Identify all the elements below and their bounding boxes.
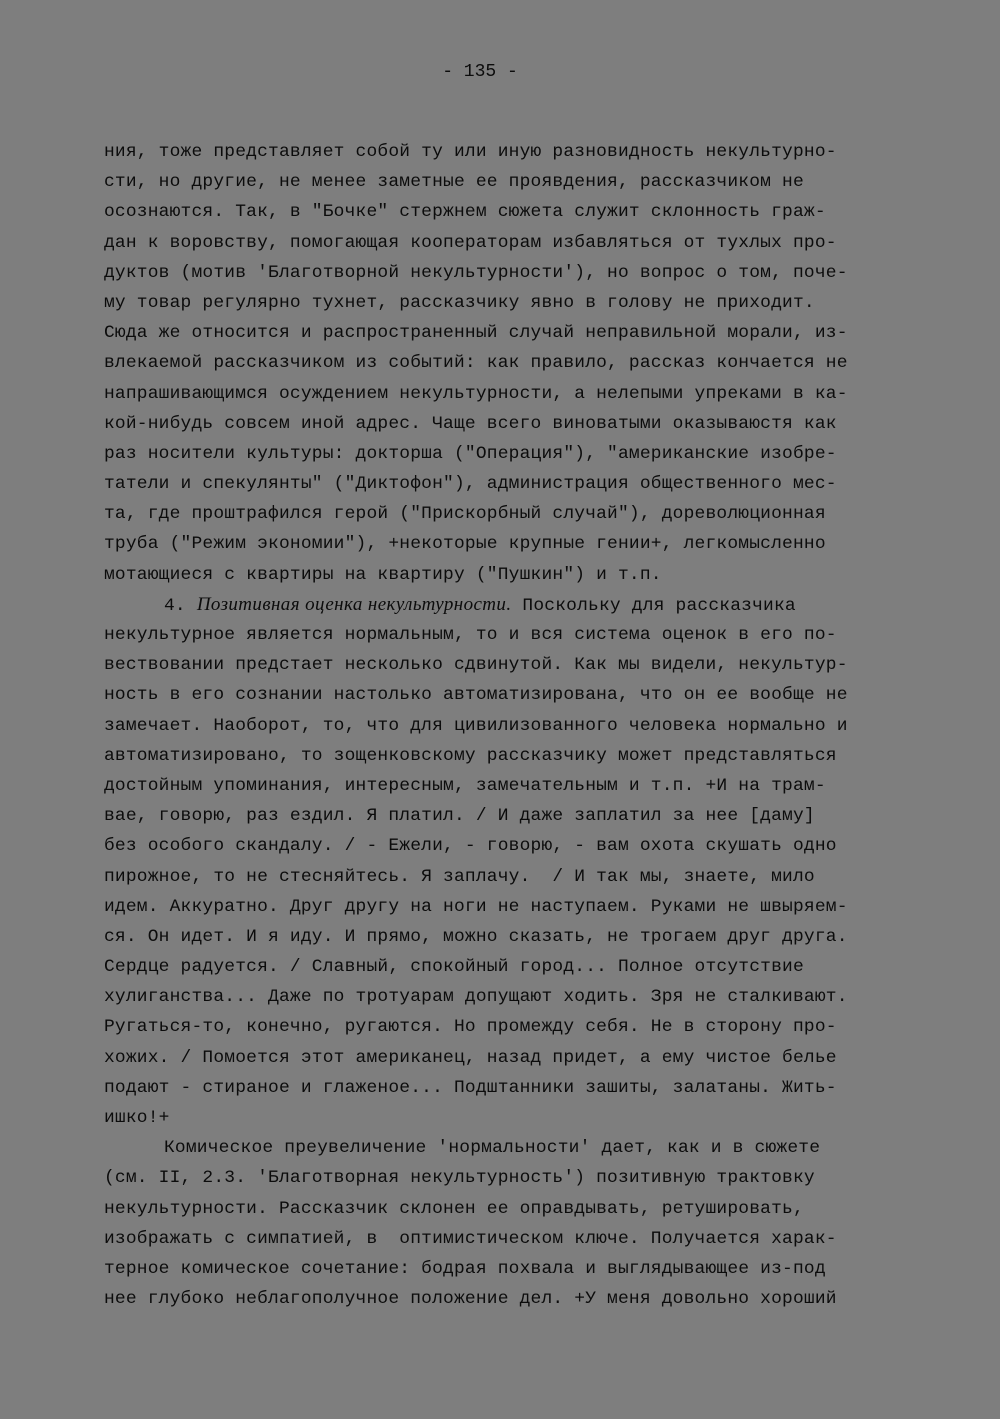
- text-line: [104, 1012, 926, 1042]
- text-line: [104, 650, 926, 680]
- text-line: [104, 469, 926, 499]
- text-line: [104, 771, 926, 801]
- text-line: [104, 1224, 926, 1254]
- line-text: без особого скандалу. / - Ежели, - говорю, - вам охота скушать одно: [104, 836, 837, 857]
- text-line: [104, 801, 926, 831]
- line-text: кой-нибудь совсем иной адрес. Чаще всего виноватыми оказываюстя как: [104, 413, 837, 434]
- text-line: [104, 1284, 926, 1314]
- text-line: [104, 620, 926, 650]
- line-text: некультурности. Рассказчик склонен ее оправдывать, ретушировать,: [104, 1198, 804, 1219]
- line-text: автоматизировано, то зощенковскому рассказчику может представляться: [104, 745, 837, 766]
- text-line: [104, 228, 926, 258]
- line-text: Ругаться-то, конечно, ругаются. Но промежду себя. Не в сторону про-: [104, 1017, 837, 1038]
- line-text: ния, тоже представляет собой ту или иную разновидность некультурно-: [104, 142, 837, 162]
- line-text: татели и спекулянты" ("Диктофон"), администрация общественного мес-: [104, 474, 837, 495]
- line-text: некультурное является нормальным, то и вся система оценок в его по-: [104, 625, 837, 645]
- line-text: ишко!+: [104, 1108, 170, 1128]
- body-text: [104, 137, 926, 1314]
- line-text: ся. Он идет. И я иду. И прямо, можно сказать, не трогаем друг друга.: [104, 926, 848, 947]
- text-line: [104, 982, 926, 1012]
- text-line: [104, 741, 926, 771]
- line-text: труба ("Режим экономии"), +некоторые крупные гении+, легкомысленно: [104, 534, 826, 555]
- line-text: сти, но другие, не менее заметные ее проявдения, рассказчиком не: [104, 172, 804, 193]
- line-text: хулиганства... Даже по тротуарам допущают ходить. Зря не сталкивают.: [104, 987, 848, 1008]
- text-line: [104, 258, 926, 288]
- text-line: [104, 560, 926, 590]
- line-text: (см. II, 2.3. 'Благотворная некультурность') позитивную трактовку: [104, 1168, 815, 1189]
- page-number: - 135 -: [442, 62, 518, 82]
- line-text: достойным упоминания, интересным, замечательным и т.п. +И на трам-: [104, 775, 826, 796]
- text-line: [104, 1133, 926, 1163]
- line-text: раз носители культуры: докторша ("Операция"), "американские изобре-: [104, 443, 837, 464]
- line-text: осознаются. Так, в "Бочке" стержнем сюжета служит склонность граж-: [104, 202, 826, 223]
- text-line: [104, 529, 926, 559]
- line-text: му товар регулярно тухнет, рассказчику явно в голову не приходит.: [104, 292, 815, 313]
- text-line: [104, 952, 926, 982]
- text-line: [104, 862, 926, 892]
- text-line: [104, 1073, 926, 1103]
- line-text: хожих. / Помоется этот американец, назад придет, а ему чистое белье: [104, 1047, 837, 1068]
- line-text: подают - стираное и глаженое... Подштанники зашиты, залатаны. Жить-: [104, 1077, 837, 1098]
- text-line: [104, 197, 926, 227]
- text-line: [104, 379, 926, 409]
- text-line: [104, 499, 926, 529]
- text-line: [104, 892, 926, 922]
- line-text: мотающиеся с квартиры на квартиру ("Пушкин") и т.п.: [104, 564, 662, 585]
- text-line: [104, 137, 926, 167]
- text-line: [104, 680, 926, 710]
- line-text: та, где проштрафился герой ("Прискорбный случай"), дореволюционная: [104, 504, 826, 525]
- text-line: [104, 1194, 926, 1224]
- line-text: вае, говорю, раз ездил. Я платил. / И даже заплатил за нее [даму]: [104, 806, 815, 827]
- line-text: влекаемой рассказчиком из событий: как правило, рассказ кончается не: [104, 353, 848, 374]
- line-text: 4.: [164, 595, 197, 616]
- line-text: изображать с симпатией, в оптимистическом ключе. Получается харак-: [104, 1228, 837, 1249]
- text-line: [104, 288, 926, 318]
- text-line: [104, 590, 926, 620]
- line-text: идем. Аккуратно. Друг другу на ноги не наступаем. Руками не швыряем-: [104, 896, 848, 917]
- text-line: [104, 1163, 926, 1193]
- line-text: напрашивающимся осуждением некультурности, а нелепыми упреками в ка-: [104, 383, 848, 404]
- line-text: терное комическое сочетание: бодрая похвала и выглядывающее из-под: [104, 1258, 826, 1279]
- text-line: [104, 922, 926, 952]
- text-line: [104, 1043, 926, 1073]
- text-line: [104, 831, 926, 861]
- line-text: замечает. Наоборот, то, что для цивилизованного человека нормально и: [104, 715, 848, 736]
- line-text: ность в его сознании настолько автоматизирована, что он ее вообще не: [104, 685, 848, 706]
- line-text: нее глубоко неблагополучное положение дел. +У меня довольно хороший: [104, 1289, 837, 1310]
- line-text: Сердце радуется. / Славный, спокойный город... Полное отсутствие: [104, 957, 804, 978]
- text-line: [104, 348, 926, 378]
- section-heading-italic: Позитивная оценка некультурности.: [196, 593, 512, 615]
- line-text: пирожное, то не стесняйтесь. Я заплачу. / И так мы, знаете, мило: [104, 866, 815, 887]
- line-text: Комическое преувеличение 'нормальности' дает, как и в сюжете: [164, 1138, 821, 1159]
- line-text-continuation: Поскольку для рассказчика: [511, 595, 796, 616]
- text-line: [104, 1254, 926, 1284]
- text-line: [104, 167, 926, 197]
- text-line: [104, 1103, 926, 1133]
- text-line: [104, 318, 926, 348]
- line-text: дуктов (мотив 'Благотворной некультурности'), но вопрос о том, поче-: [104, 262, 848, 283]
- line-text: дан к воровству, помогающая кооператорам избавляться от тухлых про-: [104, 232, 837, 253]
- text-line: [104, 711, 926, 741]
- text-line: [104, 409, 926, 439]
- line-text: вествовании предстает несколько сдвинутой. Как мы видели, некультур-: [104, 655, 848, 676]
- line-text: Сюда же относится и распространенный случай неправильной морали, из-: [104, 323, 848, 344]
- text-line: [104, 439, 926, 469]
